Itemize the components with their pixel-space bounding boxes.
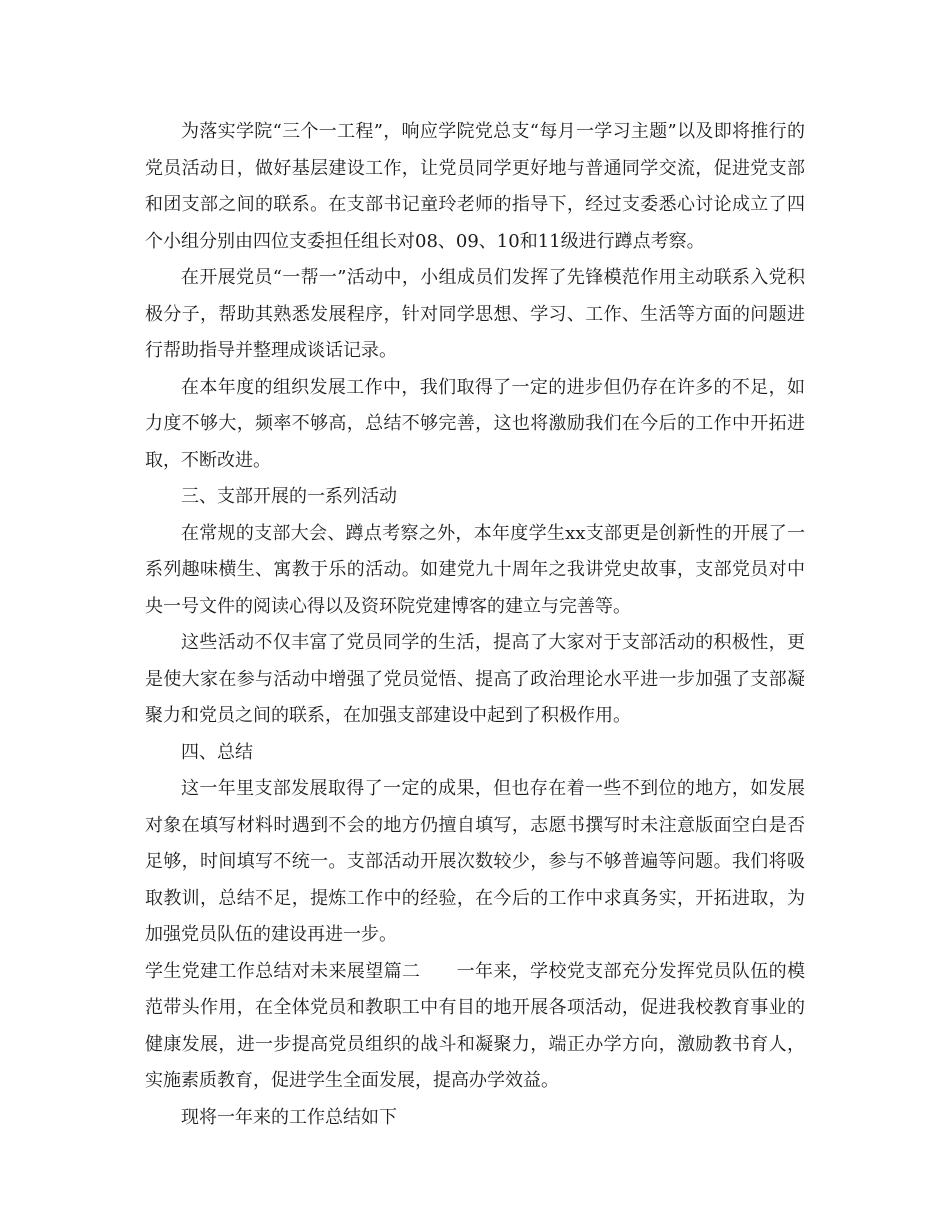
article2-intro: 一年来，学校党支部充分发挥党员队伍的模范带头作用，在全体党员和教职工中有目的地开展各项活动，促进我校教育事业的健康发展，进一步提高党员组织的战斗和凝聚力，端正办学方向，激励教书育人，实施素质教育，促进学生全面发展，提高办学效益。 (145, 960, 806, 1091)
closing-line: 现将一年来的工作总结如下 (181, 1106, 397, 1128)
summary-paragraph: 这一年里支部发展取得了一定的成果，但也存在着一些不到位的地方，如发展对象在填写材料时遇到不会的地方仍擅自填写，志愿书撰写时未注意版面空白是否足够，时间填写不统一。支部活动开展次数较少，参与不够普遍等问题。我们将吸取教训，总结不足，提炼工作中的经验，在今后的工作中求真务实，开拓进取，为加强党员队伍的建设再进一步。 (145, 778, 805, 945)
article2-block (145, 954, 805, 1100)
paragraph-4: 在常规的支部大会、蹲点考察之外，本年度学生xx支部更是创新性的开展了一系列趣味横生、寓教于乐的活动。如建党九十周年之我讲党史故事，支部党员对中央一号文件的阅读心得以及资环院党建博客的建立与完善等。 (145, 522, 805, 617)
document-body (145, 114, 805, 1136)
paragraph-2: 在开展党员“一帮一”活动中，小组成员们发挥了先锋模范作用主动联系入党积极分子，帮助其熟悉发展程序，针对同学思想、学习、工作、生活等方面的问题进行帮助指导并整理成谈话记录。 (145, 267, 805, 361)
paragraph-1: 为落实学院“三个一工程”，响应学院党总支“每月一学习主题”以及即将推行的党员活动日，做好基层建设工作，让党员同学更好地与普通同学交流，促进党支部和团支部之间的联系。在支部书记童玲老师的指导下，经过支委悉心讨论成立了四个小组分别由四位支委担任组长对08、09、10和11级进行蹲点考察。 (145, 121, 805, 252)
section-heading-3: 三、支部开展的一系列活动 (181, 486, 397, 507)
article2-title: 学生党建工作总结对未来展望篇二 (145, 960, 421, 982)
paragraph-3: 在本年度的组织发展工作中，我们取得了一定的进步但仍存在许多的不足，如力度不够大，频率不够高，总结不够完善，这也将激励我们在今后的工作中开拓进取，不断改进。 (145, 376, 805, 471)
section-heading-4: 四、总结 (181, 741, 253, 763)
paragraph-5: 这些活动不仅丰富了党员同学的生活，提高了大家对于支部活动的积极性，更是使大家在参与活动中增强了党员觉悟、提高了政治理论水平进一步加强了支部凝聚力和党员之间的联系，在加强支部建设中起到了积极作用。 (145, 632, 805, 726)
